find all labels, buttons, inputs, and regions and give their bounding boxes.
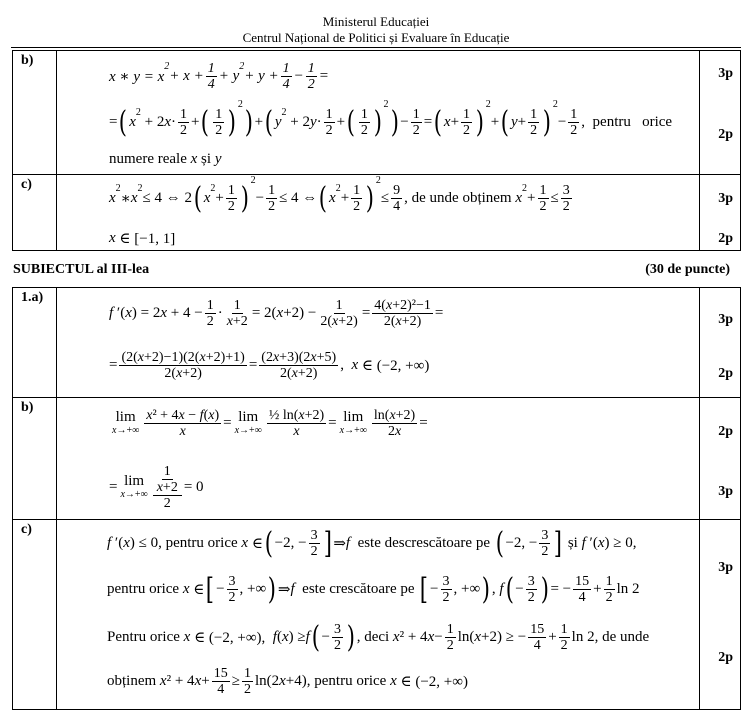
points-cell xyxy=(700,51,741,175)
phrase-de-unde: , de unde obținem xyxy=(404,190,512,206)
solution-cell xyxy=(57,520,700,710)
answer-row-1a xyxy=(13,288,741,398)
phrase: este descrescătoare pe xyxy=(357,535,490,551)
row-label: 1.a) xyxy=(13,288,57,398)
formula-line: = $\frac{(2(x+2)-1)(2(x+2)+1)}{2(x+2)}$ = $\frac{(2x+3)(2x+5)}{2(x+2)}$ , x ∈ (−2, +∞) xyxy=(109,350,430,381)
formula-line: = ( x 2 + 2 x · $\frac{1}{2}$ + ( $\frac{1}{2}$ ) 2 ) + ( y 2 + 2 y · $\frac{1}{2}$ + ( $\frac{1}{2}$ ) 2 ) − $\frac{1}{2}$ = ( x + $\frac{1}{2}$ ) 2 + ( y + $\frac{1}{2}$ ) 2 − $\frac{1}{2}$ , pentru orice xyxy=(109,99,673,140)
answer-row-b xyxy=(13,51,741,175)
solution-cell xyxy=(57,398,700,520)
document-header xyxy=(0,14,752,46)
phrase: pentru orice xyxy=(107,581,180,597)
points-cell xyxy=(700,398,741,520)
answer-table-subject-2 xyxy=(12,50,741,251)
row-label: b) xyxy=(13,51,57,175)
section-points: (30 de puncte) xyxy=(645,262,730,277)
text-line: obținem x ² + 4 x + $\frac{15}{4}$ ≥ $\frac{1}{2}$ ln(2 x +4) , pentru orice x ∈ (−2, +∞) xyxy=(107,666,468,697)
formula-line: lim x→+∞ $\frac{\text{x² + 4x − f(x)}}{x}$ = lim x→+∞ $\frac{\text{½ ln(x+2)}}{x}$ = lim x→+∞ $\frac{\ln(x+2)}{2x}$ = xyxy=(112,408,428,439)
row-label: b) xyxy=(13,398,57,520)
answer-row-1c xyxy=(13,520,741,710)
answer-row-1b xyxy=(13,398,741,520)
solution-cell xyxy=(57,175,700,251)
points-value: 3p xyxy=(718,484,733,499)
points-cell xyxy=(700,175,741,251)
points-value: 3p xyxy=(718,560,733,575)
row-label: c) xyxy=(13,175,57,251)
word-si: și xyxy=(201,151,212,167)
row-label: c) xyxy=(13,520,57,710)
points-value: 2p xyxy=(718,127,733,142)
phrase: obținem xyxy=(107,673,157,689)
phrase: , de unde xyxy=(594,629,650,645)
phrase: și xyxy=(567,535,578,551)
section-heading xyxy=(13,262,730,278)
phrase: este crescătoare pe xyxy=(302,581,415,597)
points-value: 2p xyxy=(718,650,733,665)
text-line: pentru orice x ∈ [ − $\frac{3}{2}$ , +∞ ) ⇒ f este crescătoare pe [ − $\frac{3}{2}$ , +∞ ) , f ( − $\frac{3}{2}$ ) = − $\frac{15}{4}$ + $\frac{1}{2}$ ln 2 xyxy=(107,571,640,607)
text-line: f ′( x ) ≤ 0 , pentru orice x ∈ ( −2, − $\frac{3}{2}$ ] ⇒ f este descrescătoare pe ( −2, − $\frac{3}{2}$ ] și f ′( x ) ≥ 0, xyxy=(107,525,637,561)
points-cell xyxy=(700,288,741,398)
header-rule xyxy=(11,47,741,48)
phrase: , pentru orice xyxy=(158,535,238,551)
points-value: 3p xyxy=(718,66,733,81)
solution-cell xyxy=(57,51,700,175)
phrase-real-numbers: numere reale xyxy=(109,151,187,167)
points-value: 3p xyxy=(718,191,733,206)
formula-line: x ∗ y = x 2 + x + $\frac{1}{4}$ + y 2 + y + $\frac{1}{4}$ − $\frac{1}{2}$ = xyxy=(109,61,329,92)
points-cell xyxy=(700,520,741,710)
points-value: 2p xyxy=(718,424,733,439)
points-value: 2p xyxy=(718,231,733,246)
text-line: numere reale x și y xyxy=(109,151,222,167)
center-name: Centrul Național de Politici și Evaluare în Educație xyxy=(242,30,510,45)
phrase: , pentru orice xyxy=(306,673,387,689)
formula-line: = lim x→+∞ $\frac{\frac{1}{x+2}}{2}$ = 0 xyxy=(109,464,204,511)
points-value: 2p xyxy=(718,366,733,381)
formula-line: x ∈ [−1, 1] xyxy=(109,230,176,247)
answer-table-subject-3 xyxy=(12,287,741,710)
points-value: 3p xyxy=(718,312,733,327)
word-pentru: pentru xyxy=(592,114,631,130)
word-orice: orice xyxy=(642,114,673,130)
formula-line: x 2 ∗ x 2 ≤ 4 ⇔ 2 ( x 2 + $\frac{1}{2}$ ) 2 − $\frac{1}{2}$ ≤ 4 ⇔ ( x 2 + $\frac{1}{2}$ ) 2 ≤ $\frac{9}{4}$ , de unde obținem x 2 + $\frac{1}{2}$ ≤ $\frac{3}{2}$ xyxy=(109,175,570,216)
ministry-name: Ministerul Educației xyxy=(322,14,430,29)
formula-line: f ′( x ) = 2 x + 4 − $\frac{1}{2}$ · $\frac{1}{x+2}$ = 2( x +2) − $\frac{1}{2(x+2)}$ = $\frac{\text{4(x+2)²−1}}{2(x+2)}$ = xyxy=(109,298,444,329)
answer-row-c xyxy=(13,175,741,251)
solution-cell xyxy=(57,288,700,398)
text-line: Pentru orice x ∈ (−2, +∞), f ( x ) ≥ f ( − $\frac{3}{2}$ ) , deci x ² + 4 x − $\frac{1}{2}$ ln( x +2) ≥ − $\frac{15}{4}$ + $\frac{1}{2}$ ln 2 , de unde xyxy=(107,619,650,655)
phrase: Pentru orice xyxy=(107,629,180,645)
section-title: SUBIECTUL al III-lea xyxy=(13,262,150,277)
phrase: , deci xyxy=(356,629,390,645)
